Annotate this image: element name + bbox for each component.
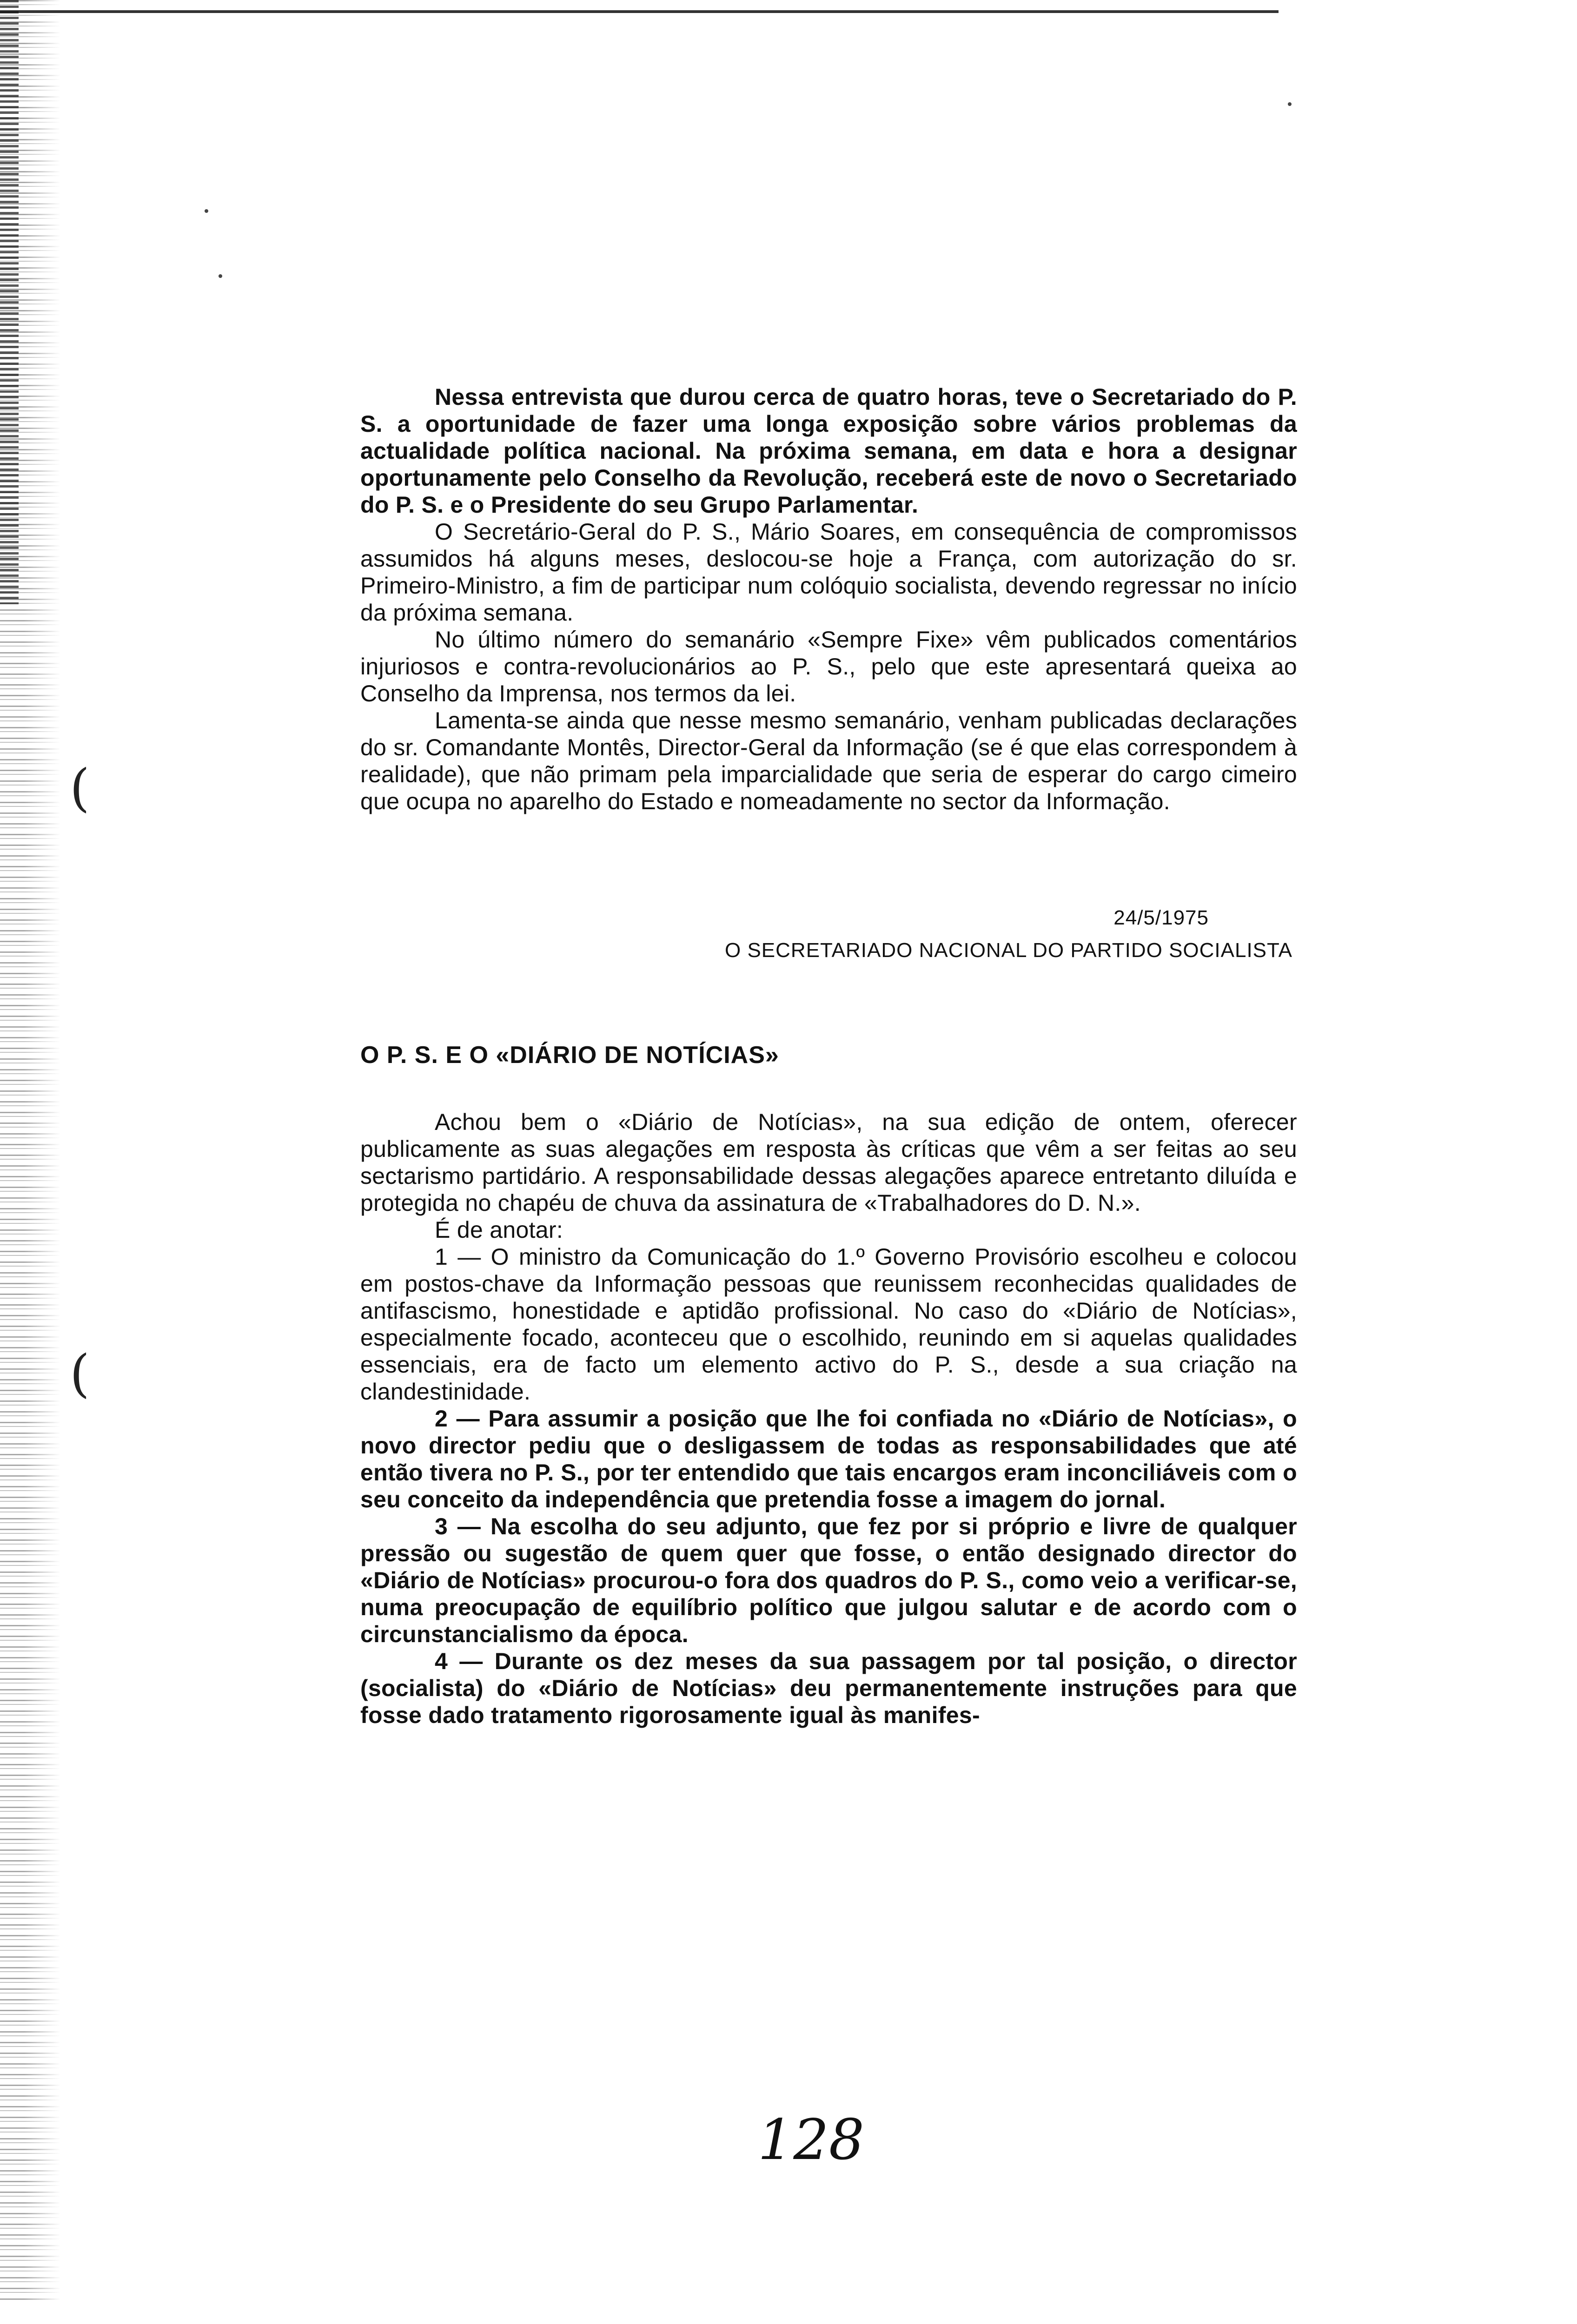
section-heading: O P. S. E O «DIÁRIO DE NOTÍCIAS»	[360, 1042, 779, 1069]
scan-edge-dark	[0, 0, 19, 604]
margin-mark-top: (	[70, 758, 90, 818]
scan-speck	[219, 274, 222, 278]
paragraph: O Secretário-Geral do P. S., Mário Soares, em consequência de compromissos assumidos há alguns meses, deslocou-se hoje a França, com autorização do sr. Primeiro-Ministro, a fim de participar num colóquio socialista, devendo regressar no início da próxima semana.	[360, 519, 1297, 626]
margin-mark-bottom: (	[70, 1344, 90, 1403]
intro-paragraph: Achou bem o «Diário de Notícias», na sua edição de ontem, oferecer publicamente as suas alegações em resposta às críticas que vêm a ser feitas ao seu sectarismo partidário. A responsabilidade dessas alegações aparece entretanto diluída e protegida no chapéu de chuva da assinatura de «Trabalhadores do D. N.».	[360, 1109, 1297, 1216]
numbered-point: 2 — Para assumir a posição que lhe foi confiada no «Diário de Notícias», o novo director pediu que o desligassem de todas as responsabilidades que até então tivera no P. S., por ter entendido que tais encargos eram inconciliáveis com o seu conceito da independência que pretendia fosse a imagem do jornal.	[360, 1406, 1297, 1512]
signature-line: O SECRETARIADO NACIONAL DO PARTIDO SOCIALISTA	[725, 939, 1292, 962]
note-line: É de anotar:	[435, 1217, 563, 1243]
paragraph: No último número do semanário «Sempre Fixe» vêm publicados comentários injuriosos e contra-revolucionários ao P. S., pelo que este apresentará queixa ao Conselho da Imprensa, nos termos da lei.	[360, 627, 1297, 706]
paragraph: Nessa entrevista que durou cerca de quatro horas, teve o Secretariado do P. S. a oportunidade de fazer uma longa exposição sobre vários problemas da actualidade política nacional. Na próxima semana, em data e hora a designar oportunamente pelo Conselho da Revolução, receberá este de novo o Secretariado do P. S. e o Presidente do seu Grupo Parlamentar.	[360, 384, 1297, 518]
numbered-point: 1 — O ministro da Comunicação do 1.º Governo Provisório escolheu e colocou em postos-chave da Informação pessoas que reunissem reconhecidas qualidades de antifascismo, honestidade e aptidão profissional. No caso do «Diário de Notícias», especialmente focado, aconteceu que o escolhido, reunindo em si aquelas qualidades essenciais, era de facto um elemento activo do P. S., desde a sua criação na clandestinidade.	[360, 1244, 1297, 1405]
top-border-line	[0, 10, 1279, 13]
scan-speck	[205, 209, 208, 213]
section-2-body	[360, 1109, 1297, 1729]
numbered-point: 4 — Durante os dez meses da sua passagem por tal posição, o director (socialista) do «Diário de Notícias» deu permanentemente instruções para que fosse dado tratamento rigorosamente igual às manifes-	[360, 1648, 1297, 1728]
numbered-point: 3 — Na escolha do seu adjunto, que fez por si próprio e livre de qualquer pressão ou sugestão de quem quer que fosse, o então designado director do «Diário de Notícias» procurou-o fora dos quadros do P. S., como veio a verificar-se, numa preocupação de equilíbrio político que julgou salutar e de acordo com o circunstancialismo da época.	[360, 1513, 1297, 1647]
paragraph: Lamenta-se ainda que nesse mesmo semanário, venham publicadas declarações do sr. Comandante Montês, Director-Geral da Informação (se é que elas correspondem à realidade), que não primam pela imparcialidade que seria de esperar do cargo cimeiro que ocupa no aparelho do Estado e nomeadamente no sector da Informação.	[360, 707, 1297, 814]
date-line: 24/5/1975	[1113, 906, 1209, 929]
section-1-body	[360, 383, 1297, 815]
page-number: 128	[758, 2108, 865, 2172]
scan-speck	[1288, 102, 1292, 106]
